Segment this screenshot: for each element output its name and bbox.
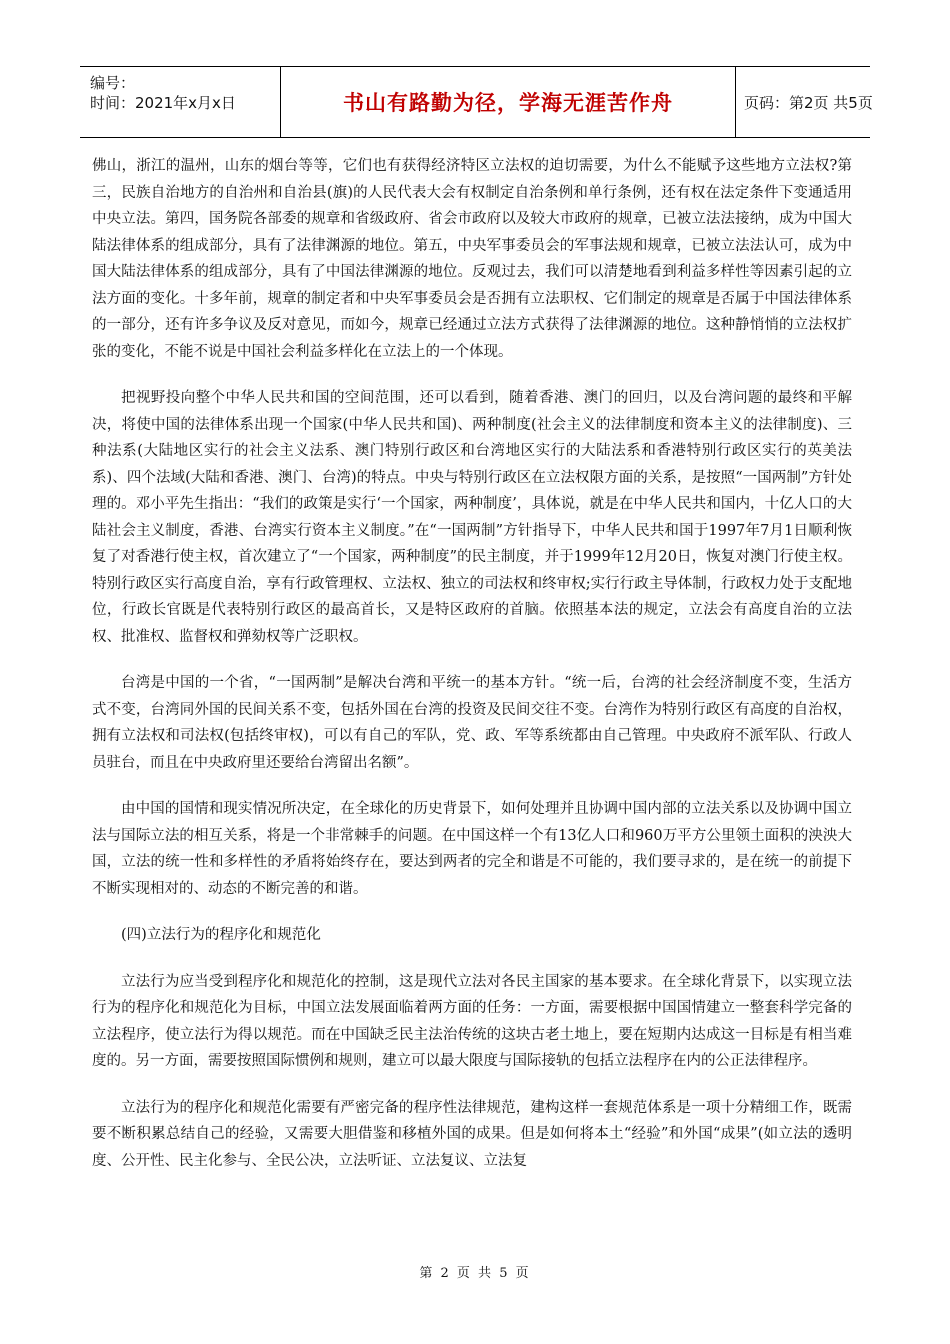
body-paragraph-5: 立法行为应当受到程序化和规范化的控制，这是现代立法对各民主国家的基本要求。在全球化背景下，以实现立法行为的程序化和规范化为目标，中国立法发展面临着两方面的任务：一方面，需要根据中国国情建立一整套科学完备的立法程序，使立法行为得以规范。而在中国缺乏民主法治传统的这块古老土地上，要在短期内达成这一目标是有相当难度的。另一方面，需要按照国际惯例和规则，建立可以最大限度与国际接轨的包括立法程序在内的公正法律程序。 [92,973,852,1069]
header-motto: 书山有路勤为径，学海无涯苦作舟 [343,91,673,115]
header-meta [80,67,280,137]
body-paragraph-2: 把视野投向整个中华人民共和国的空间范围，还可以看到，随着香港、澳门的回归，以及台湾问题的最终和平解决，将使中国的法律体系出现一个国家(中华人民共和国)、两种制度(社会主义的法律制度和资本主义的法律制度)、三种法系(大陆地区实行的社会主义法系、澳门特别行政区和台湾地区实行的大陆法系和香港特别行政区实行的英美法系)、四个法域(大陆和香港、澳门、台湾)的特点。中央与特别行政区在立法权限方面的关系，是按照“一国两制”方针处理的。邓小平先生指出：“我们的政策是实行‘一个国家，两种制度’，具体说，就是在中华人民共和国内，十亿人口的大陆社会主义制度，香港、台湾实行资本主义制度。”在“一国两制”方针指导下，中华人民共和国于1997年7月1日顺利恢复了对香港行使主权，首次建立了“一个国家，两种制度”的民主制度，并于1999年12月20日，恢复对澳门行使主权。特别行政区实行高度自治，享有行政管理权、立法权、独立的司法权和终审权;实行行政主导体制，行政权力处于支配地位，行政长官既是代表特别行政区的最高首长，又是特区政府的首脑。依照基本法的规定，立法会有高度自治的立法权、批准权、监督权和弹劾权等广泛职权。 [92,390,852,645]
document-body [92,153,852,1194]
body-paragraph-1: 佛山，浙江的温州，山东的烟台等等，它们也有获得经济特区立法权的迫切需要，为什么不能赋予这些地方立法权?第三，民族自治地方的自治州和自治县(旗)的人民代表大会有权制定自治条例和单行条例，还有权在法定条件下变通适用中央立法。第四，国务院各部委的规章和省级政府、省会市政府以及较大市政府的规章，已被立法法接纳，成为中国大陆法律体系的组成部分，具有了法律渊源的地位。第五，中央军事委员会的军事法规和规章，已被立法法认可，成为中国大陆法律体系的组成部分，具有了中国法律渊源的地位。反观过去，我们可以清楚地看到利益多样性等因素引起的立法方面的变化。十多年前，规章的制定者和中央军事委员会是否拥有立法职权、它们制定的规章是否属于中国法律体系的一部分，还有许多争议及反对意见，而如今，规章已经通过立法方式获得了法律渊源的地位。这种静悄悄的立法权扩张的变化，不能不说是中国社会利益多样化在立法上的一个体现。 [92,158,852,360]
body-paragraph-3: 台湾是中国的一个省，“一国两制”是解决台湾和平统一的基本方针。“统一后，台湾的社会经济制度不变，生活方式不变，台湾同外国的民间关系不变，包括外国在台湾的投资及民间交往不变。台湾作为特别行政区有高度的自治权，拥有立法权和司法权(包括终审权)，可以有自己的军队，党、政、军等系统都由自己管理。中央政府不派军队、行政人员驻台，而且在中央政府里还要给台湾留出名额”。 [92,675,852,771]
document-number-label: 编号： [90,74,136,92]
page-header [80,66,873,138]
body-paragraph-4: 由中国的国情和现实情况所决定，在全球化的历史背景下，如何处理并且协调中国内部的立法关系以及协调中国立法与国际立法的相互关系，将是一个非常棘手的问题。在中国这样一个有13亿人口和960万平方公里领土面积的泱泱大国，立法的统一性和多样性的矛盾将始终存在，要达到两者的完全和谐是不可能的，我们要寻求的，是在统一的前提下不断实现相对的、动态的不断完善的和谐。 [92,801,852,897]
body-paragraph-6: 立法行为的程序化和规范化需要有严密完备的程序性法律规范，建构这样一套规范体系是一项十分精细工作，既需要不断积累总结自己的经验，又需要大胆借鉴和移植外国的成果。但是如何将本土“经验”和外国“成果”(如立法的透明度、公开性、民主化参与、全民公决，立法听证、立法复议、立法复 [92,1099,852,1169]
header-motto-cell [280,67,736,137]
header-page-info: 页码：第2页 共5页 [744,93,873,112]
page-footer: 第 2 页 共 5 页 [419,1266,531,1281]
section-heading: (四)立法行为的程序化和规范化 [121,927,321,943]
document-time-label: 时间：2021年x月x日 [90,94,236,112]
